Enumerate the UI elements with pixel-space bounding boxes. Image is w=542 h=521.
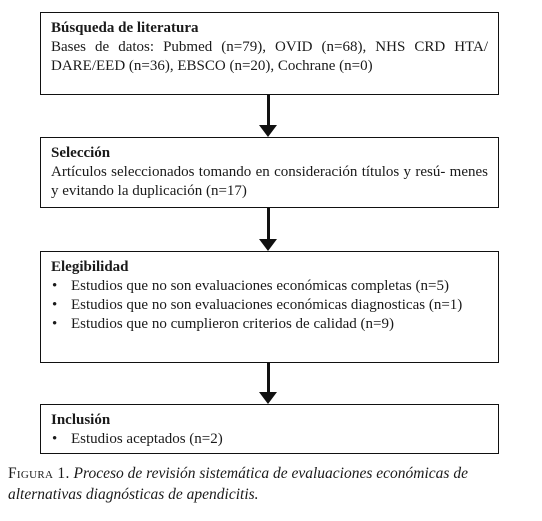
figure-caption: [8, 463, 534, 505]
list-item-text: Estudios que no cumplieron criterios de calidad (n=9): [71, 316, 394, 332]
box-title-busqueda: Búsqueda de literatura: [51, 20, 199, 36]
list-item: [51, 315, 488, 334]
list-item: [51, 430, 488, 449]
list-item-text: Estudios que no son evaluaciones económicas completas (n=5): [71, 278, 449, 294]
bullet-icon: •: [52, 278, 58, 294]
box-text-busqueda: Bases de datos: Pubmed (n=79), OVID (n=68), NHS CRD HTA/ DARE/EED (n=36), EBSCO (n=20), Cochrane (n=0): [51, 39, 488, 74]
box-title-seleccion: Selección: [51, 145, 111, 161]
list-item-text: Estudios que no son evaluaciones económicas diagnosticas (n=1): [71, 297, 463, 313]
box-inclusion: [40, 404, 499, 454]
bullet-icon: •: [52, 297, 58, 313]
arrow-head: [259, 125, 277, 137]
list-item: [51, 296, 488, 315]
arrow-down-3: [259, 363, 279, 404]
arrow-down-1: [259, 95, 279, 137]
bullet-icon: •: [52, 431, 58, 447]
box-title-inclusion: Inclusión: [51, 412, 111, 428]
arrow-shaft: [267, 208, 270, 240]
bullet-icon: •: [52, 316, 58, 332]
arrow-down-2: [259, 208, 279, 251]
box-elegibilidad: [40, 251, 499, 363]
box-title-elegibilidad: Elegibilidad: [51, 259, 129, 275]
figure-caption-text: Proceso de revisión sistemática de evaluaciones económicas de alternativas diagnósticas de apendicitis.: [8, 465, 468, 503]
box-seleccion: [40, 137, 499, 208]
arrow-shaft: [267, 95, 270, 126]
box-text-seleccion: Artículos seleccionados tomando en consideración títulos y resú- menes y evitando la duplicación (n=17): [51, 164, 488, 199]
arrow-head: [259, 392, 277, 404]
list-item-text: Estudios aceptados (n=2): [71, 431, 223, 447]
elegibilidad-list: [51, 277, 488, 334]
figure-caption-label: Figura 1.: [8, 465, 70, 482]
arrow-shaft: [267, 363, 270, 393]
arrow-head: [259, 239, 277, 251]
inclusion-list: [51, 430, 488, 449]
list-item: [51, 277, 488, 296]
box-busqueda-literatura: [40, 12, 499, 95]
